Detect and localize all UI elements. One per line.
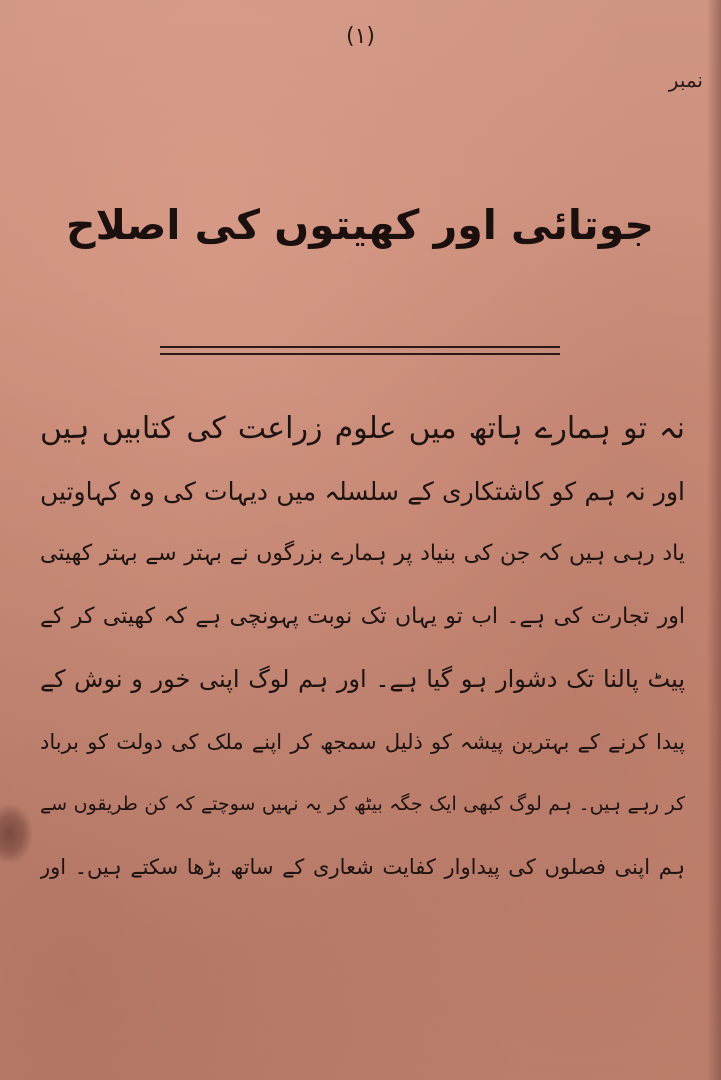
page-number: (۱) (345, 24, 375, 49)
text-line: پیدا کرنے کے بہترین پیشہ کو ذلیل سمجھ کر اپنے ملک کی دولت کو برباد (40, 729, 685, 754)
text-line: نہ تو ہمارے ہاتھ میں علوم زراعت کی کتابیں ہیں (40, 411, 685, 446)
text-line: ہم اپنی فصلوں کی پیداوار کفایت شعاری کے ساتھ بڑھا سکتے ہیں۔ اور (40, 854, 685, 879)
body-text (40, 398, 685, 898)
text-line: کر رہے ہیں۔ ہم لوگ کبھی ایک جگہ بیٹھ کر یہ نہیں سوچتے کہ کن طریقوں سے (40, 793, 685, 815)
title-divider-bottom (160, 353, 560, 355)
page-edge-shadow (707, 0, 721, 1080)
title-divider-top (160, 346, 560, 348)
paper-stain (0, 805, 32, 863)
page-title: جوتائی اور کھیتوں کی اصلاح (66, 201, 654, 249)
text-line: اور تجارت کی ہے۔ اب تو یہاں تک نوبت پہونچی ہے کہ کھیتی کر کے (40, 603, 685, 629)
text-line: پیٹ پالنا تک دشوار ہو گیا ہے۔ اور ہم لوگ اپنی خور و نوش کے (40, 665, 685, 693)
text-line: اور نہ ہم کو کاشتکاری کے سلسلہ میں دیہات کی وہ کہاوتیں (40, 476, 685, 506)
corner-mark: نمبر (668, 68, 703, 92)
text-line: یاد رہی ہیں کہ جن کی بنیاد پر ہمارے بزرگوں نے بہتر سے بہتر کھیتی (40, 541, 685, 566)
